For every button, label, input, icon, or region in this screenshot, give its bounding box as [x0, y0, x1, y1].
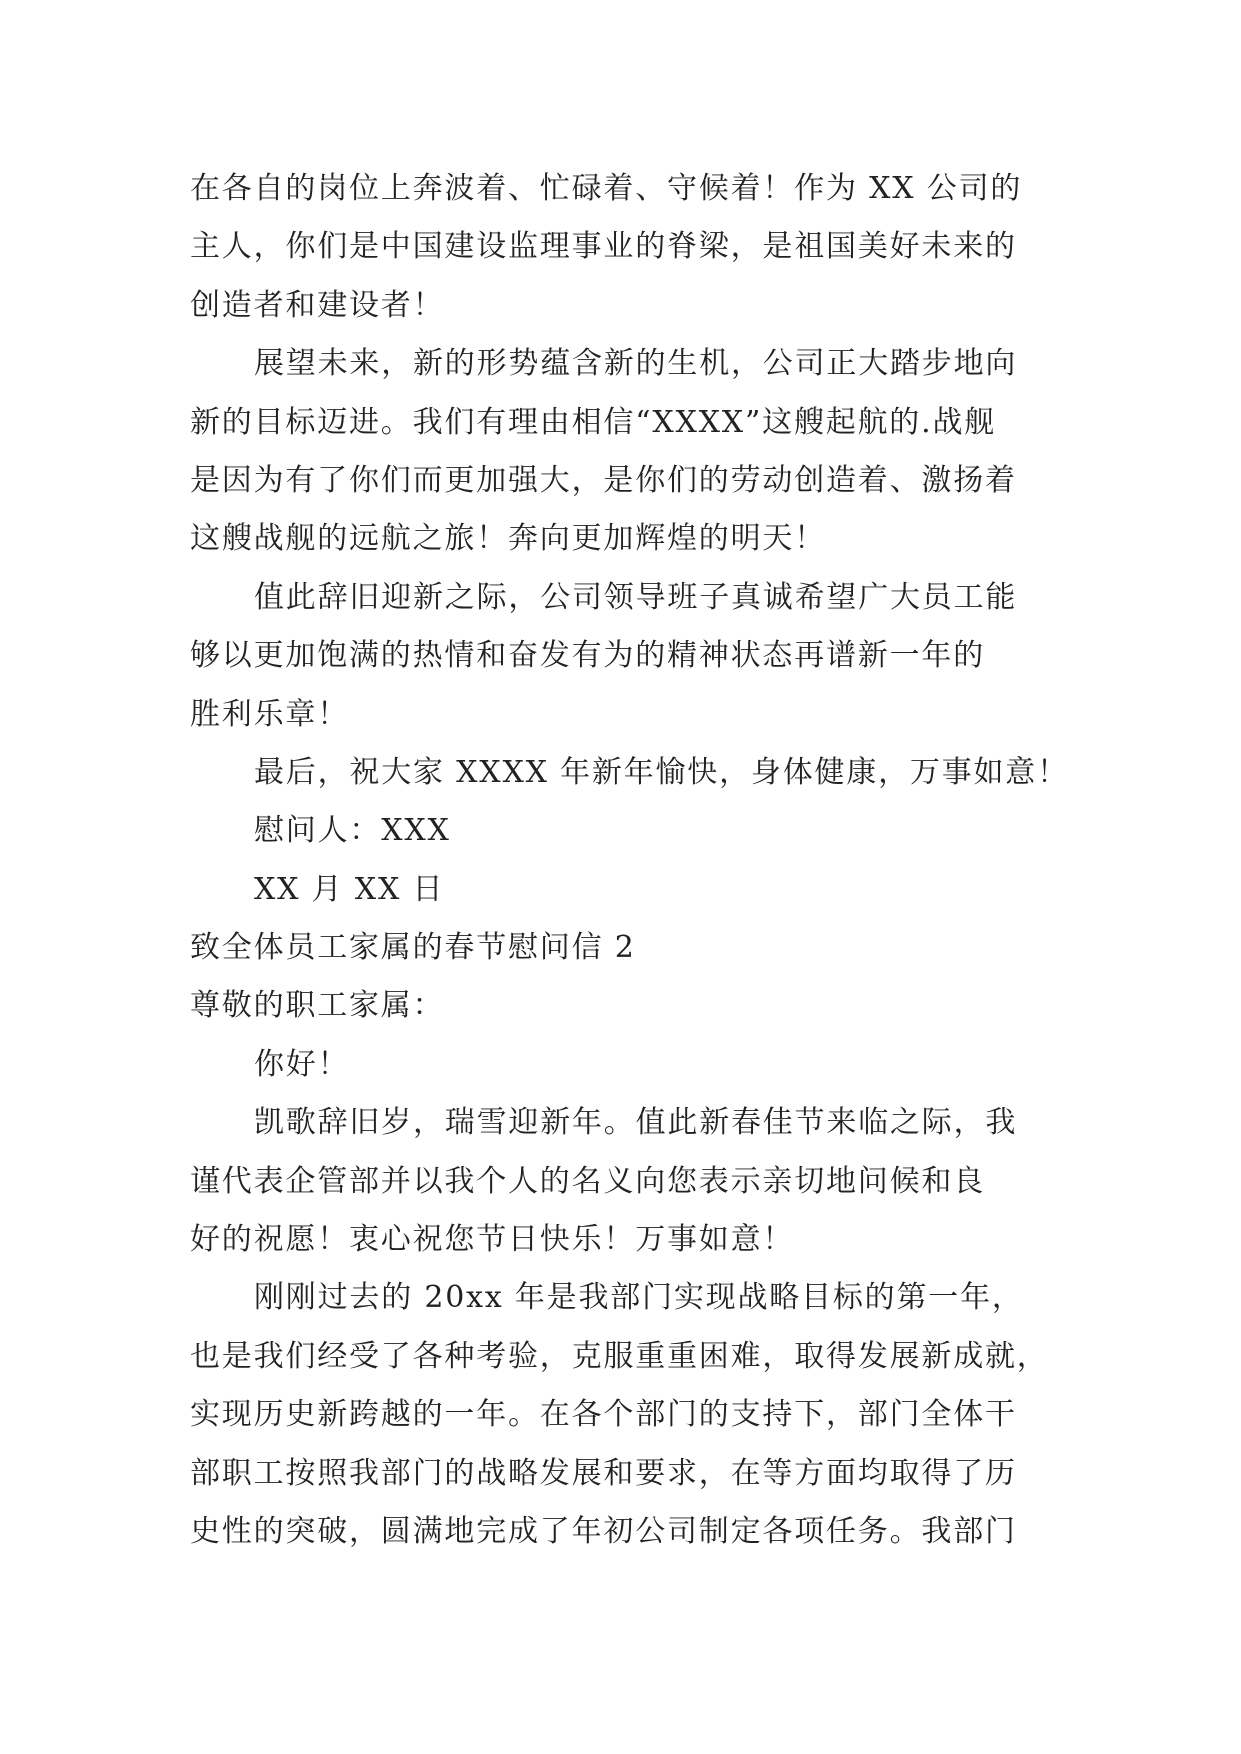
- text-line: 这艘战舰的远航之旅！奔向更加辉煌的明天！: [190, 521, 826, 557]
- paragraph-first-line: 值此辞旧迎新之际，公司领导班子真诚希望广大员工能: [254, 579, 1018, 615]
- text-line: 在各自的岗位上奔波着、忙碌着、守候着！作为 XX 公司的: [190, 171, 1023, 206]
- text-line: 好的祝愿！衷心祝您节日快乐！万事如意！: [190, 1222, 795, 1258]
- paragraph-first-line: 刚刚过去的 20xx 年是我部门实现战略目标的第一年，: [254, 1280, 1024, 1316]
- text-line: 是因为有了你们而更加强大，是你们的劳动创造着、激扬着: [190, 462, 1017, 498]
- text-line: 谨代表企管部并以我个人的名义向您表示亲切地问候和良: [190, 1163, 985, 1199]
- letter-body: [190, 160, 1069, 1561]
- salutation: 尊敬的职工家属：: [190, 988, 445, 1024]
- text-line: 创造者和建设者！: [190, 287, 445, 323]
- letter-title: 致全体员工家属的春节慰问信 2: [190, 930, 636, 966]
- text-line: 部职工按照我部门的战略发展和要求，在等方面均取得了历: [190, 1455, 1017, 1491]
- text-line: 新的目标迈进。我们有理由相信“XXXX”这艘起航的.战舰: [190, 404, 997, 440]
- text-line: 史性的突破，圆满地完成了年初公司制定各项任务。我部门: [190, 1513, 1017, 1549]
- text-line: 实现历史新跨越的一年。在各个部门的支持下，部门全体干: [190, 1397, 1017, 1433]
- paragraph-first-line: 展望未来，新的形势蕴含新的生机，公司正大踏步地向: [254, 346, 1018, 382]
- closing-wishes: 最后，祝大家 XXXX 年新年愉快，身体健康，万事如意！: [254, 754, 1069, 790]
- date-line: XX 月 XX 日: [254, 871, 445, 907]
- text-line: 也是我们经受了各种考验，克服重重困难，取得发展新成就，: [190, 1338, 1049, 1374]
- paragraph-first-line: 凯歌辞旧岁，瑞雪迎新年。值此新春佳节来临之际，我: [254, 1105, 1018, 1141]
- greeting: 你好！: [254, 1046, 350, 1082]
- text-line: 够以更加饱满的热情和奋发有为的精神状态再谱新一年的: [190, 638, 985, 674]
- signature-line: 慰问人：XXX: [254, 813, 451, 849]
- text-line: 主人，你们是中国建设监理事业的脊梁，是祖国美好未来的: [190, 229, 1017, 265]
- text-line: 胜利乐章！: [190, 696, 349, 732]
